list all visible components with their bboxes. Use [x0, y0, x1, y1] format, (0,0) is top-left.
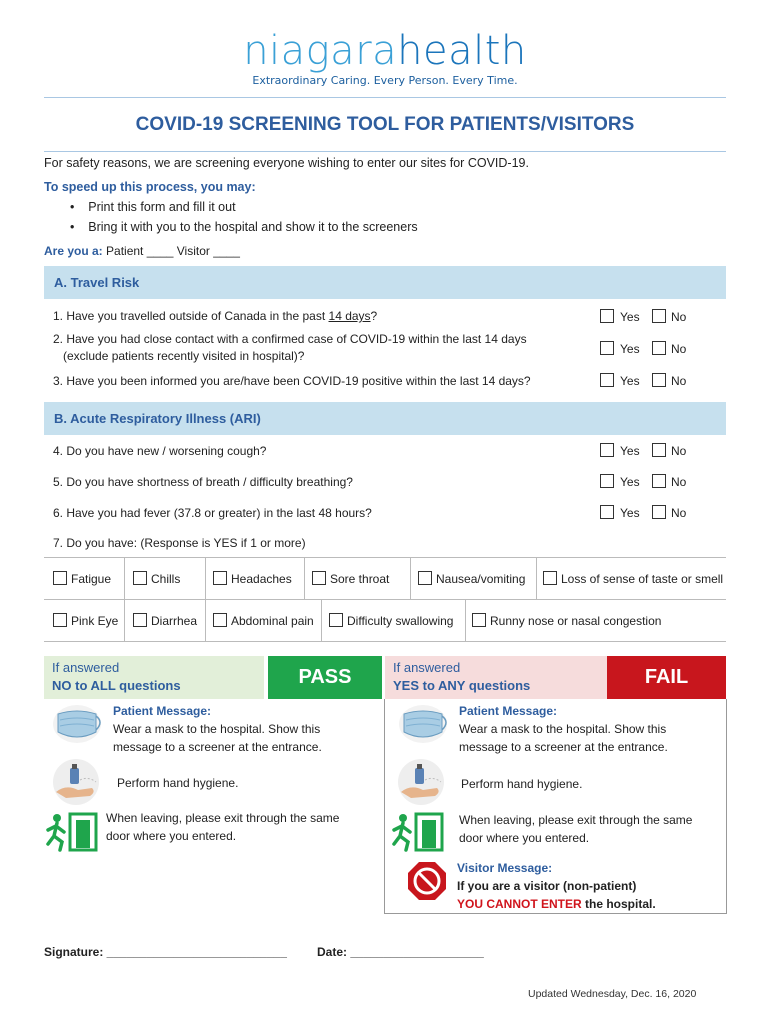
face-mask-icon — [396, 702, 451, 747]
fail-condition-line1: If answered — [393, 660, 461, 675]
pass-patient-message — [113, 702, 322, 756]
fail-box-border — [384, 699, 385, 913]
question-7: 7. Do you have: (Response is YES if 1 or more) — [53, 536, 306, 550]
bullet-item: • Bring it with you to the hospital and show it to the screeners — [70, 220, 418, 234]
question-4: 4. Do you have new / worsening cough? — [53, 444, 267, 458]
no-label: No — [671, 444, 687, 458]
fail-exit-message — [459, 811, 692, 847]
are-you-line: Are you a: Patient ____ Visitor ____ — [44, 244, 240, 258]
symptom-label: Sore throat — [330, 572, 390, 586]
pass-condition-line1: If answered — [52, 660, 120, 675]
pass-exit-line2: door where you entered. — [106, 829, 237, 843]
pass-patient-line2: message to a screener at the entrance. — [113, 740, 322, 754]
visitor-heading: Visitor Message: — [457, 861, 553, 875]
fail-patient-line1: Wear a mask to the hospital. Show this — [459, 722, 667, 736]
no-label: No — [671, 506, 687, 520]
symptom-grid-line — [536, 557, 537, 599]
symptom-label: Difficulty swallowing — [347, 614, 454, 628]
stop-sign-icon — [407, 861, 447, 901]
hand-sanitizer-icon — [52, 758, 100, 806]
page-title: COVID-19 SCREENING TOOL FOR PATIENTS/VISITORS — [135, 114, 635, 135]
fail-exit-line2: door where you entered. — [459, 831, 590, 845]
exit-door-icon — [390, 810, 446, 854]
signature-field[interactable]: Signature: ___________________________ — [44, 945, 287, 959]
symptom-grid-line — [205, 557, 206, 599]
symptom-sore-throat-checkbox[interactable] — [312, 571, 326, 585]
title-divider — [44, 151, 726, 152]
fail-hygiene-message: Perform hand hygiene. — [461, 777, 583, 791]
pass-condition-line2: NO to ALL questions — [52, 678, 181, 693]
question-2: 2. Have you had close contact with a confirmed case of COVID-19 within the last 14 days (exclude patients recently visited in hospital)? — [53, 332, 527, 363]
symptom-diarrhea-checkbox[interactable] — [133, 613, 147, 627]
visitor-message — [457, 859, 656, 913]
symptom-grid-line — [410, 557, 411, 599]
fail-patient-line2: message to a screener at the entrance. — [459, 740, 668, 754]
yes-label: Yes — [620, 475, 640, 489]
no-label: No — [671, 374, 687, 388]
pass-exit-line1: When leaving, please exit through the same — [106, 811, 340, 825]
pass-exit-message — [106, 809, 339, 845]
pass-patient-heading: Patient Message: — [113, 704, 212, 718]
fail-patient-heading: Patient Message: — [459, 704, 558, 718]
symptom-nausea-checkbox[interactable] — [418, 571, 432, 585]
logo-part2: health — [397, 28, 527, 74]
symptom-taste-smell-checkbox[interactable] — [543, 571, 557, 585]
symptom-pink-eye-checkbox[interactable] — [53, 613, 67, 627]
question-5: 5. Do you have shortness of breath / difficulty breathing? — [53, 475, 353, 489]
fail-box-border — [726, 699, 727, 913]
q3-no-checkbox[interactable] — [652, 373, 666, 387]
fail-badge: FAIL — [607, 656, 726, 699]
exit-door-icon — [44, 810, 100, 854]
yes-label: Yes — [620, 310, 640, 324]
logo-tagline: Extraordinary Caring. Every Person. Every Time. — [252, 74, 518, 87]
symptom-headaches-checkbox[interactable] — [213, 571, 227, 585]
question-1: 1. Have you travelled outside of Canada in the past 14 days? — [53, 309, 378, 323]
q2-no-checkbox[interactable] — [652, 341, 666, 355]
fail-condition-line2: YES to ANY questions — [393, 678, 531, 693]
pass-condition-header — [44, 656, 264, 699]
symptom-label: Abdominal pain — [231, 614, 314, 628]
visitor-line2: YOU CANNOT ENTER the hospital. — [457, 897, 656, 911]
yes-label: Yes — [620, 506, 640, 520]
symptom-chills-checkbox[interactable] — [133, 571, 147, 585]
face-mask-icon — [50, 702, 105, 747]
pass-badge: PASS — [268, 656, 382, 699]
symptom-label: Diarrhea — [151, 614, 198, 628]
niagara-health-logo — [0, 28, 770, 74]
pass-hygiene-message: Perform hand hygiene. — [117, 776, 239, 790]
intro-text: For safety reasons, we are screening everyone wishing to enter our sites for COVID-19. — [44, 156, 529, 170]
pass-patient-line1: Wear a mask to the hospital. Show this — [113, 722, 321, 736]
symptom-label: Fatigue — [71, 572, 112, 586]
section-b-header: B. Acute Respiratory Illness (ARI) — [44, 402, 726, 435]
top-divider — [44, 97, 726, 98]
no-label: No — [671, 475, 687, 489]
q1-yes-checkbox[interactable] — [600, 309, 614, 323]
fail-box-border — [384, 913, 727, 914]
symptom-label: Runny nose or nasal congestion — [490, 614, 662, 628]
hand-sanitizer-icon — [397, 758, 445, 806]
q5-yes-checkbox[interactable] — [600, 474, 614, 488]
yes-label: Yes — [620, 374, 640, 388]
q4-yes-checkbox[interactable] — [600, 443, 614, 457]
q6-yes-checkbox[interactable] — [600, 505, 614, 519]
q1-no-checkbox[interactable] — [652, 309, 666, 323]
symptom-runny-nose-checkbox[interactable] — [472, 613, 486, 627]
yes-label: Yes — [620, 444, 640, 458]
logo-part1: niagara — [243, 28, 398, 74]
symptom-label: Nausea/vomiting — [436, 572, 526, 586]
symptom-grid-line — [124, 557, 125, 599]
q5-no-checkbox[interactable] — [652, 474, 666, 488]
yes-label: Yes — [620, 342, 640, 356]
fail-exit-line1: When leaving, please exit through the same — [459, 813, 693, 827]
q3-yes-checkbox[interactable] — [600, 373, 614, 387]
fail-condition-header — [385, 656, 607, 699]
symptom-label: Pink Eye — [71, 614, 119, 628]
symptom-grid-line — [44, 599, 726, 600]
symptom-label: Chills — [151, 572, 181, 586]
symptom-abdominal-pain-checkbox[interactable] — [213, 613, 227, 627]
symptom-grid-line — [205, 599, 206, 641]
q4-no-checkbox[interactable] — [652, 443, 666, 457]
date-field[interactable]: Date: ____________________ — [317, 945, 484, 959]
symptom-label: Loss of sense of taste or smell — [561, 572, 724, 586]
symptom-label: Headaches — [231, 572, 292, 586]
visitor-line1: If you are a visitor (non-patient) — [457, 879, 637, 893]
symptom-grid-line — [321, 599, 322, 641]
question-3: 3. Have you been informed you are/have been COVID-19 positive within the last 14 days? — [53, 374, 531, 388]
section-a-header: A. Travel Risk — [44, 266, 726, 299]
q2-yes-checkbox[interactable] — [600, 341, 614, 355]
no-label: No — [671, 342, 687, 356]
symptom-grid-line — [465, 599, 466, 641]
speed-up-heading: To speed up this process, you may: — [44, 180, 256, 194]
bullet-item: • Print this form and fill it out — [70, 200, 236, 214]
question-6: 6. Have you had fever (37.8 or greater) in the last 48 hours? — [53, 506, 372, 520]
fail-patient-message — [459, 702, 668, 756]
symptom-grid-line — [44, 557, 726, 558]
symptom-grid-line — [304, 557, 305, 599]
no-label: No — [671, 310, 687, 324]
symptom-grid-line — [124, 599, 125, 641]
q6-no-checkbox[interactable] — [652, 505, 666, 519]
symptom-swallowing-checkbox[interactable] — [329, 613, 343, 627]
updated-date: Updated Wednesday, Dec. 16, 2020 — [528, 988, 697, 1000]
symptom-fatigue-checkbox[interactable] — [53, 571, 67, 585]
symptom-grid-line — [44, 641, 726, 642]
